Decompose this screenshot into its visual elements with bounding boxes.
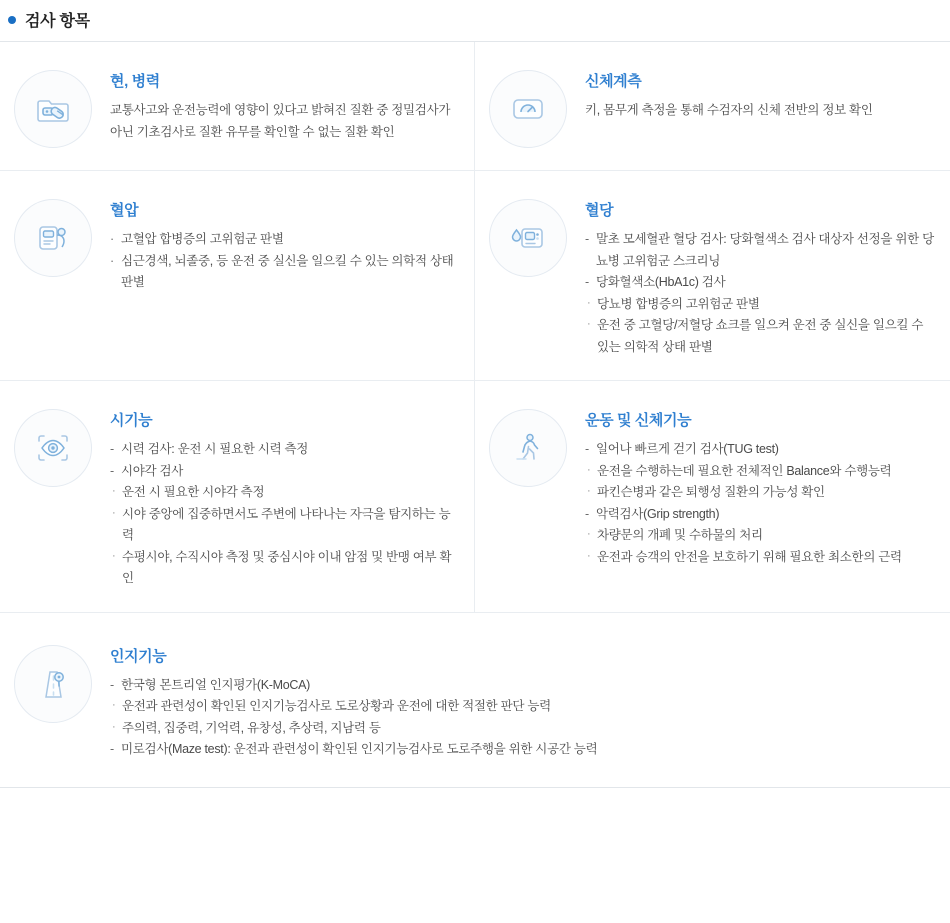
list-marker: · [112, 549, 116, 562]
weight-scale-icon [489, 70, 567, 148]
item-content [96, 64, 460, 143]
list-marker: · [587, 318, 591, 330]
item-content [96, 403, 460, 590]
table-row [0, 381, 950, 613]
item-line: - 당화혈색소(HbA1c) 검사 [585, 272, 936, 294]
item-line: · 수평시야, 수직시야 측정 및 중심시야 이내 암점 및 반맹 여부 확인 [112, 547, 460, 590]
list-marker: - [585, 275, 589, 289]
list-marker: · [587, 296, 591, 309]
item-line: · 시야 중앙에 집중하면서도 주변에 나타나는 자극을 탐지하는 능력 [112, 504, 460, 547]
item-subbody [112, 482, 460, 590]
item-line: · 고혈압 합병증의 고위험군 판별 [110, 229, 460, 251]
eye-scan-icon [14, 409, 92, 487]
item-line: · 운전을 수행하는데 필요한 전체적인 Balance와 수행능력 [587, 461, 936, 483]
item-line: - 한국형 몬트리얼 인지평가(K-MoCA) [110, 675, 936, 697]
item-line: - 미로검사(Maze test): 운전과 관련성이 확인된 인지기능검사로 도로주행을 위한 시공간 능력 [110, 739, 936, 761]
title-bullet-icon [8, 16, 16, 24]
exam-item-anthropometry [475, 42, 950, 170]
item-line: · 운전 시 필요한 시야각 측정 [112, 482, 460, 504]
list-marker: - [585, 506, 589, 521]
item-line: · 차량문의 개폐 및 수하물의 처리 [587, 525, 936, 547]
walking-person-icon [489, 409, 567, 487]
folder-pill-icon [14, 70, 92, 148]
item-content [96, 193, 460, 294]
list-marker: - [110, 677, 114, 692]
item-subbody-2 [587, 525, 936, 568]
item-body [110, 439, 460, 482]
list-marker: · [112, 720, 116, 733]
icon-wrap [10, 64, 96, 148]
item-body [110, 229, 460, 294]
list-marker: · [587, 528, 591, 540]
icon-wrap [485, 403, 571, 487]
road-map-pin-icon [14, 645, 92, 723]
exam-items-grid [0, 41, 950, 788]
item-line: 키, 몸무게 측정을 통해 수검자의 신체 전반의 정보 확인 [585, 103, 873, 117]
item-line: · 운전과 승객의 안전을 보호하기 위해 필요한 최소한의 근력 [587, 547, 936, 569]
item-title: 시기능 [110, 412, 153, 429]
item-body [585, 100, 936, 122]
item-line: - 악력검사(Grip strength) [585, 504, 936, 526]
list-marker: · [587, 485, 591, 497]
exam-item-blood-sugar [475, 171, 950, 380]
icon-wrap [10, 193, 96, 277]
exam-item-motor [475, 381, 950, 612]
list-marker: - [585, 442, 589, 456]
list-marker: · [110, 232, 114, 246]
list-marker: · [587, 463, 591, 476]
item-subbody [587, 294, 936, 359]
list-marker: - [110, 463, 114, 478]
glucose-meter-icon [489, 199, 567, 277]
item-line: · 주의력, 집중력, 기억력, 유창성, 추상력, 지남력 등 [112, 718, 936, 740]
item-title: 혈압 [110, 202, 139, 219]
item-line: · 운전과 관련성이 확인된 인지기능검사로 도로상황과 운전에 대한 적절한 판단 능력 [112, 696, 936, 718]
icon-wrap [10, 403, 96, 487]
table-row [0, 171, 950, 381]
page-title [0, 0, 950, 41]
item-body [110, 100, 460, 143]
icon-wrap [10, 639, 96, 723]
item-title: 신체계측 [585, 73, 642, 90]
list-marker: · [112, 506, 116, 519]
item-line: · 파킨슨병과 같은 퇴행성 질환의 가능성 확인 [587, 482, 936, 504]
table-row [0, 613, 950, 787]
list-marker: - [585, 232, 589, 246]
item-line: - 시야각 검사 [110, 461, 460, 483]
item-content [571, 403, 936, 568]
item-body-2 [110, 739, 936, 761]
item-body-2 [585, 504, 936, 526]
item-line: · 당뇨병 합병증의 고위험군 판별 [587, 294, 936, 316]
exam-item-cognition [0, 613, 950, 787]
exam-item-history [0, 42, 475, 170]
list-marker: · [110, 253, 114, 268]
item-content [571, 64, 936, 122]
item-title: 혈당 [585, 202, 614, 219]
item-subbody [112, 696, 936, 739]
page-title-text: 검사 항목 [25, 13, 90, 30]
exam-item-vision [0, 381, 475, 612]
item-title: 운동 및 신체기능 [585, 412, 692, 429]
item-subbody [587, 461, 936, 504]
item-line: 교통사고와 운전능력에 영향이 있다고 밝혀진 질환 중 정밀검사가 아닌 기초검사로 질환 유무를 확인할 수 없는 질환 확인 [110, 103, 451, 139]
blood-pressure-monitor-icon [14, 199, 92, 277]
item-title: 현, 병력 [110, 73, 160, 90]
item-line: - 일어나 빠르게 걷기 검사(TUG test) [585, 439, 936, 461]
list-marker: · [112, 485, 116, 497]
table-row [0, 42, 950, 171]
item-content [571, 193, 936, 358]
item-line: · 심근경색, 뇌졸중, 등 운전 중 실신을 일으킬 수 있는 의학적 상태 판별 [110, 251, 460, 294]
item-content [96, 639, 936, 761]
list-marker: · [112, 699, 116, 711]
item-body [585, 229, 936, 294]
exam-item-blood-pressure [0, 171, 475, 380]
list-marker: · [587, 549, 591, 562]
item-body [585, 439, 936, 461]
item-body [110, 675, 936, 697]
item-title: 인지기능 [110, 647, 167, 665]
icon-wrap [485, 193, 571, 277]
item-line: - 말초 모세혈관 혈당 검사: 당화혈색소 검사 대상자 선정을 위한 당뇨병 고위험군 스크리닝 [585, 229, 936, 272]
item-line: · 운전 중 고혈당/저혈당 쇼크를 일으켜 운전 중 실신을 일으킬 수 있는 의학적 상태 판별 [587, 315, 936, 358]
list-marker: - [110, 742, 114, 756]
list-marker: - [110, 442, 114, 456]
icon-wrap [485, 64, 571, 148]
item-line: - 시력 검사: 운전 시 필요한 시력 측정 [110, 439, 460, 461]
